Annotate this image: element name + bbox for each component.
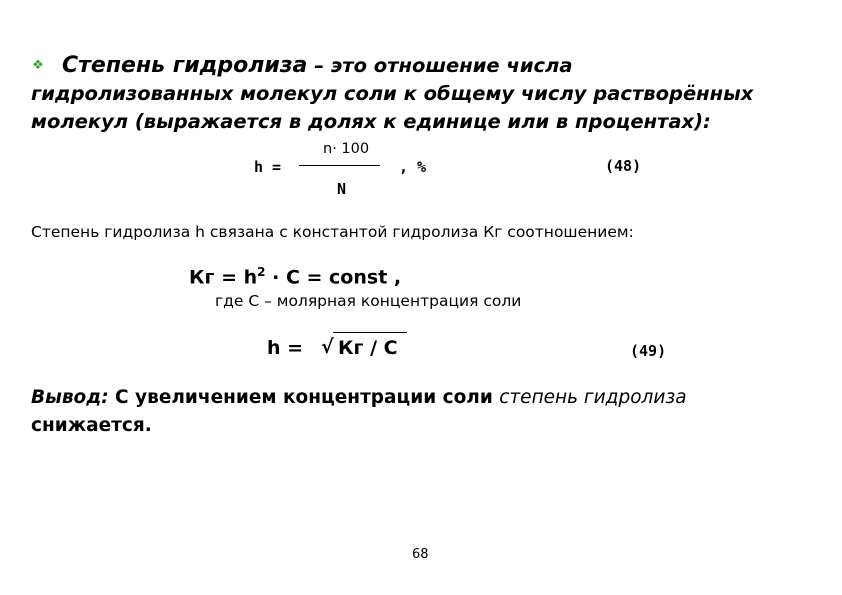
conclusion-line-2: снижается. (31, 415, 152, 436)
formula48-number: (48) (605, 157, 642, 175)
formula49-lhs: h = (267, 337, 304, 359)
conclusion-line-1 (31, 387, 687, 408)
formula49-number: (49) (630, 342, 667, 360)
formula48-numerator: n· 100 (323, 141, 370, 157)
formula48-lhs: h = (254, 158, 282, 176)
diamond-bullet-icon: ❖ (32, 58, 44, 73)
conclusion-emphasis: степень гидролиза (499, 387, 687, 408)
formula-constant-exponent: 2 (257, 265, 266, 279)
intro-line-3: молекул (выражается в долях к единице или в процентах): (31, 110, 711, 133)
term-hydrolysis-degree: Степень гидролиза (62, 53, 308, 78)
formula48-denominator: N (337, 180, 347, 198)
relation-text: Степень гидролиза h связана с константой гидролиза Кг соотношением: (31, 223, 634, 241)
page-number: 68 (412, 547, 429, 562)
formula-constant-post: · C = const , (265, 266, 402, 289)
formula49-radicand: Кг / С (338, 337, 398, 359)
conclusion-text: С увеличением концентрации соли (108, 387, 500, 408)
formula-constant-pre: Кг = h (189, 266, 258, 289)
intro-line-1-rest: – это отношение числа (307, 54, 573, 77)
formula49-radical: √ (321, 336, 334, 358)
formula48-unit: , % (399, 158, 427, 176)
intro-line-2: гидролизованных молекул соли к общему числу растворённых (31, 82, 754, 105)
formula48-fraction-bar (299, 165, 380, 166)
formula-constant-note: где С – молярная концентрация соли (215, 292, 522, 310)
formula-constant (189, 265, 401, 288)
conclusion-label: Вывод: (31, 387, 109, 408)
formula49-vinculum (333, 332, 407, 333)
intro-line-1 (62, 55, 572, 77)
